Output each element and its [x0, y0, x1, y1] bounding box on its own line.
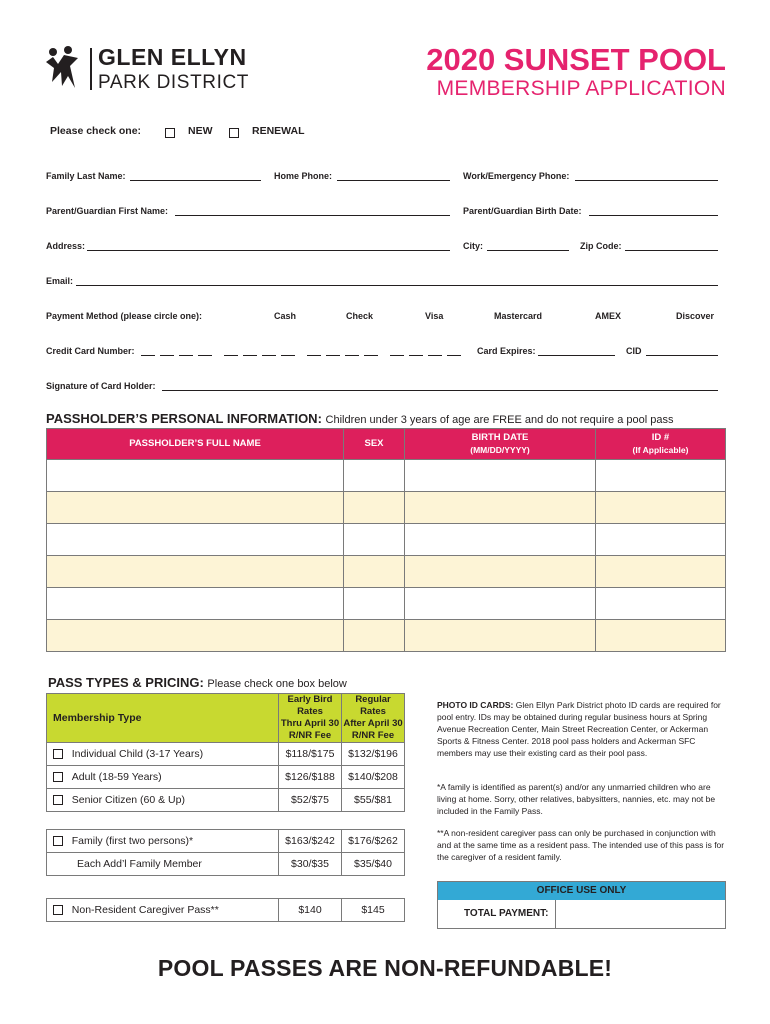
family-checkbox[interactable]	[53, 836, 63, 846]
col-early-bird: Early Bird Rates Thru April 30 R/NR Fee	[279, 694, 342, 743]
credit-card-field[interactable]	[141, 355, 463, 356]
child-checkbox[interactable]	[53, 749, 63, 759]
family-last-name-label: Family Last Name:	[46, 171, 126, 181]
col-membership-type: Membership Type	[47, 694, 279, 743]
signature-field[interactable]	[162, 390, 718, 391]
col-birth-date: BIRTH DATE (MM/DD/YYYY)	[405, 429, 596, 460]
table-row: Individual Child (3-17 Years) $118/$175 $132/$196	[47, 743, 405, 766]
table-row	[47, 524, 726, 556]
table-row: Non-Resident Caregiver Pass** $140 $145	[47, 899, 405, 922]
office-use-box	[437, 881, 726, 929]
logo-figures-icon	[44, 46, 84, 90]
office-use-title: OFFICE USE ONLY	[438, 882, 725, 900]
table-row	[47, 588, 726, 620]
zip-field[interactable]	[625, 250, 718, 251]
payment-option-discover[interactable]: Discover	[676, 311, 715, 321]
pricing-table	[46, 693, 405, 812]
family-pricing-table	[46, 829, 405, 876]
parent-first-name-label: Parent/Guardian First Name:	[46, 206, 169, 216]
table-row: Adult (18-59 Years) $126/$188 $140/$208	[47, 766, 405, 789]
city-field[interactable]	[487, 250, 569, 251]
city-label: City:	[463, 241, 483, 251]
table-row	[47, 460, 726, 492]
table-row: Family (first two persons)* $163/$242 $176/$262	[47, 830, 405, 853]
col-full-name: PASSHOLDER’S FULL NAME	[47, 429, 344, 460]
caregiver-checkbox[interactable]	[53, 905, 63, 915]
address-label: Address:	[46, 241, 86, 251]
col-regular: Regular Rates After April 30 R/NR Fee	[343, 694, 403, 741]
table-row	[47, 492, 726, 524]
payment-option-cash[interactable]: Cash	[274, 311, 297, 321]
caregiver-note: **A non-resident caregiver pass can only be purchased in conjunction with and at the same time as a resident pass. The intended use of this pass is for the caregiver of a resident family.	[437, 828, 725, 862]
home-phone-field[interactable]	[337, 180, 450, 181]
work-phone-label: Work/Emergency Phone:	[463, 171, 570, 181]
table-row	[47, 556, 726, 588]
pricing-heading: PASS TYPES & PRICING: Please check one box below	[48, 675, 347, 690]
family-note: *A family is identified as parent(s) and/or any unmarried children who are living at home. Sorry, other relatives, babysitters, nannies, etc. may not be included in the Family Pass.	[437, 782, 716, 816]
col-id: ID # (If Applicable)	[596, 429, 726, 460]
email-label: Email:	[46, 276, 74, 286]
new-label: NEW	[188, 125, 213, 137]
cid-label: CID	[626, 346, 642, 356]
footer-notice: POOL PASSES ARE NON-REFUNDABLE!	[157, 955, 613, 981]
payment-method-label: Payment Method (please circle one):	[46, 311, 203, 321]
logo	[44, 44, 274, 96]
passholder-heading: PASSHOLDER’S PERSONAL INFORMATION: Children under 3 years of age are FREE and do not require a pool pass	[46, 411, 674, 426]
total-payment-label: TOTAL PAYMENT:	[464, 908, 549, 919]
photo-id-note: PHOTO ID CARDS: Glen Ellyn Park District photo ID cards are required for pool entry. IDs may be obtained during regular business hours at Spring Avenue Recreation Center, Main Street Recreation Center, or Ackerman Sports & Fitness Center. 2018 pool pass holders and Ackerman SFC members may use their existing card as their pool pass.	[437, 700, 721, 758]
senior-checkbox[interactable]	[53, 795, 63, 805]
parent-birth-date-field[interactable]	[589, 215, 718, 216]
col-sex: SEX	[344, 429, 405, 460]
family-last-name-field[interactable]	[130, 180, 261, 181]
logo-text-line2: PARK DISTRICT	[98, 72, 250, 93]
email-field[interactable]	[76, 285, 718, 286]
signature-label: Signature of Card Holder:	[46, 381, 156, 391]
payment-option-amex[interactable]: AMEX	[595, 311, 622, 321]
parent-birth-date-label: Parent/Guardian Birth Date:	[463, 206, 582, 216]
table-row	[47, 620, 726, 652]
cid-field[interactable]	[646, 355, 718, 356]
new-checkbox[interactable]	[165, 124, 175, 142]
logo-text-line1: GLEN ELLYN	[98, 44, 247, 70]
payment-option-check[interactable]: Check	[346, 311, 374, 321]
page-subtitle: MEMBERSHIP APPLICATION	[436, 77, 726, 100]
page-title: 2020 SUNSET POOL	[426, 42, 726, 77]
parent-first-name-field[interactable]	[175, 215, 450, 216]
payment-option-mastercard[interactable]: Mastercard	[494, 311, 543, 321]
work-phone-field[interactable]	[575, 180, 718, 181]
home-phone-label: Home Phone:	[274, 171, 333, 181]
adult-checkbox[interactable]	[53, 772, 63, 782]
address-field[interactable]	[87, 250, 450, 251]
renewal-label: RENEWAL	[252, 125, 305, 137]
card-expires-label: Card Expires:	[477, 346, 536, 356]
check-prompt: Please check one:	[50, 125, 142, 137]
caregiver-pricing-table	[46, 898, 405, 922]
zip-label: Zip Code:	[580, 241, 622, 251]
passholder-table	[46, 428, 726, 652]
card-expires-field[interactable]	[538, 355, 615, 356]
table-row: Senior Citizen (60 & Up) $52/$75 $55/$81	[47, 789, 405, 812]
payment-option-visa[interactable]: Visa	[425, 311, 444, 321]
table-row: Each Add’l Family Member $30/$35 $35/$40	[47, 853, 405, 876]
credit-card-label: Credit Card Number:	[46, 346, 135, 356]
renewal-checkbox[interactable]	[229, 124, 239, 142]
